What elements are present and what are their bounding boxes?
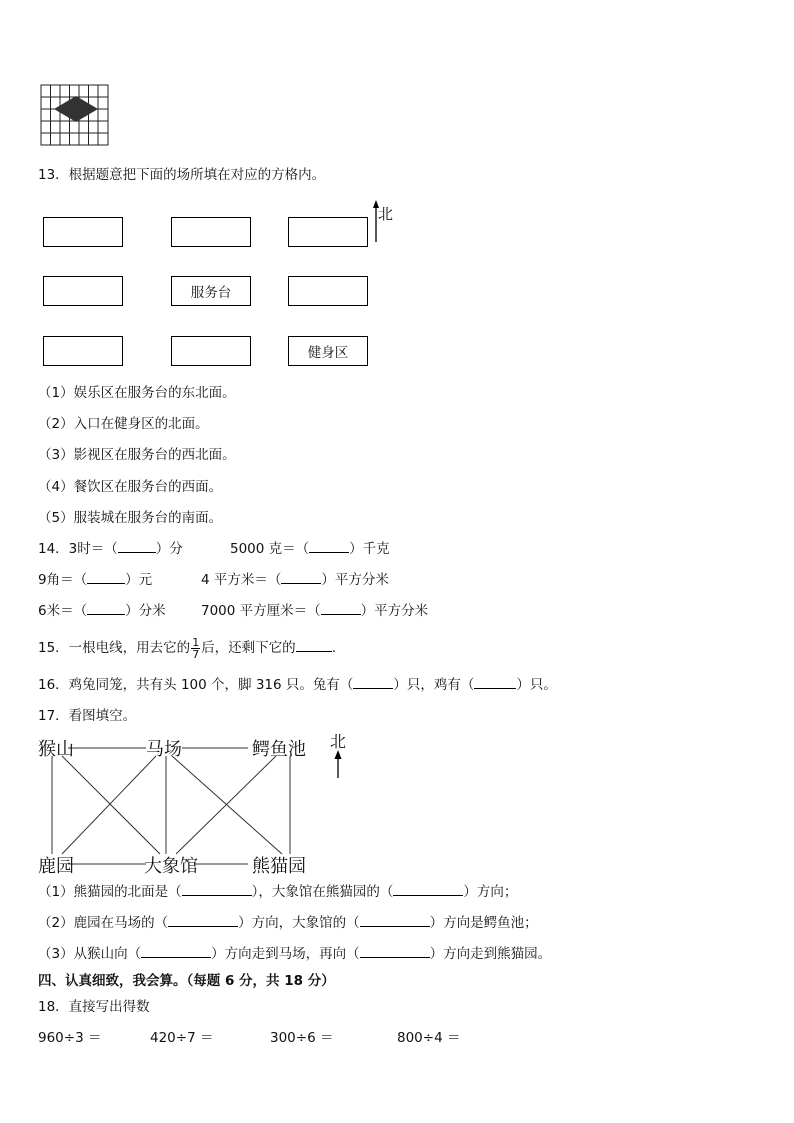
q14-row2-left: [38, 571, 152, 589]
q16-mid: ）只，鸡有（: [393, 677, 475, 693]
q14-row3-left: [38, 602, 166, 620]
fraction-one-seventh: [191, 637, 200, 660]
place-deer-park: 鹿园: [38, 856, 74, 877]
q17-l2-part-c: ）方向是鳄鱼池；: [429, 915, 538, 931]
q18-expr-4: 800÷4 ＝: [397, 1030, 461, 1046]
answer-blank[interactable]: [141, 957, 211, 958]
north-label: 北: [330, 732, 347, 751]
grid-diamond-figure: [40, 84, 110, 148]
service-desk-box: 服务台: [171, 276, 251, 306]
q17-l2-part-a: （2）鹿园在马场的（: [38, 915, 169, 931]
blank-box-w[interactable]: [43, 276, 123, 306]
blank-box-ne[interactable]: [288, 217, 368, 247]
answer-blank[interactable]: [281, 583, 321, 584]
answer-blank[interactable]: [182, 895, 252, 896]
answer-blank[interactable]: [360, 926, 430, 927]
answer-blank[interactable]: [87, 614, 125, 615]
fraction-numerator: 1: [192, 635, 200, 649]
q18-expr-1: 960÷3 ＝: [38, 1030, 102, 1046]
q14-r2b-pre: 4 平方米＝（: [201, 572, 282, 588]
q13-item-5: （5）服装城在服务台的南面。: [38, 510, 223, 526]
q15-line: [38, 632, 336, 664]
q17-l2-part-b: ）方向，大象馆的（: [238, 915, 360, 931]
q15-post: .: [331, 640, 336, 656]
q15-pre: 15．一根电线，用去它的: [38, 640, 191, 656]
blank-box-e[interactable]: [288, 276, 368, 306]
blank-box-sw[interactable]: [43, 336, 123, 366]
q14-r3b-post: ）平方分米: [360, 603, 429, 619]
place-panda-park: 熊猫园: [252, 856, 306, 877]
q16-post: ）只。: [516, 677, 557, 693]
q14-r3b-pre: 7000 平方厘米＝（: [201, 603, 321, 619]
diamond-shape: [54, 96, 98, 122]
q14-row2-right: [201, 571, 389, 589]
answer-blank[interactable]: [296, 651, 332, 652]
q14-r1a-pre: 14．3时＝（: [38, 541, 118, 557]
place-horse-farm: 马场: [146, 739, 182, 760]
q14-r2a-pre: 9角＝（: [38, 572, 88, 588]
answer-blank[interactable]: [309, 552, 349, 553]
blank-box-n[interactable]: [171, 217, 251, 247]
q14-r2b-post: ）平方分米: [321, 572, 389, 588]
blank-box-nw[interactable]: [43, 217, 123, 247]
q17-l1-part-a: （1）熊猫园的北面是（: [38, 884, 182, 900]
north-arrow-icon: [335, 750, 342, 778]
q13-title: 13．根据题意把下面的场所填在对应的方格内。: [38, 167, 326, 183]
q16-pre: 16．鸡兔同笼，共有头 100 个，脚 316 只。兔有（: [38, 677, 354, 693]
answer-blank[interactable]: [353, 688, 393, 689]
q14-row3-right: [201, 602, 428, 620]
north-label: 北: [378, 205, 394, 223]
q14-r2a-post: ）元: [125, 572, 153, 588]
q17-question-3: [38, 945, 551, 963]
q17-l1-part-b: ），大象馆在熊猫园的（: [251, 884, 394, 900]
q18-title: 18．直接写出得数: [38, 999, 150, 1015]
q17-l3-part-a: （3）从猴山向（: [38, 946, 142, 962]
q13-item-4: （4）餐饮区在服务台的西面。: [38, 479, 223, 495]
q14-row1-right: [230, 540, 390, 558]
zoo-map-diagram: [36, 732, 376, 880]
q14-r3a-post: ）分米: [125, 603, 166, 619]
q17-l3-part-b: ）方向走到马场，再向（: [211, 946, 360, 962]
q17-question-2: [38, 914, 538, 932]
answer-blank[interactable]: [87, 583, 125, 584]
q14-r1b-pre: 5000 克＝（: [230, 541, 310, 557]
q14-r1a-post: ）分: [155, 541, 183, 557]
q14-row1-left: [38, 540, 183, 558]
q17-l1-part-c: ）方向；: [463, 884, 518, 900]
q16-line: [38, 676, 557, 694]
blank-box-s[interactable]: [171, 336, 251, 366]
answer-blank[interactable]: [118, 552, 156, 553]
answer-blank[interactable]: [321, 614, 361, 615]
q13-item-1: （1）娱乐区在服务台的东北面。: [38, 385, 236, 401]
answer-blank[interactable]: [474, 688, 516, 689]
q18-expr-2: 420÷7 ＝: [150, 1030, 214, 1046]
place-monkey-hill: 猴山: [38, 739, 74, 760]
answer-blank[interactable]: [360, 957, 430, 958]
q17-question-1: [38, 883, 517, 901]
fraction-denominator: 7: [192, 647, 200, 661]
q17-l3-part-c: ）方向走到熊猫园。: [429, 946, 552, 962]
section-4-heading: 四、认真细致，我会算。（每题 6 分，共 18 分）: [38, 973, 335, 989]
fitness-area-box: 健身区: [288, 336, 368, 366]
place-elephant-hall: 大象馆: [144, 856, 198, 877]
answer-blank[interactable]: [393, 895, 463, 896]
q18-expr-3: 300÷6 ＝: [270, 1030, 334, 1046]
q13-item-3: （3）影视区在服务台的西北面。: [38, 447, 236, 463]
answer-blank[interactable]: [168, 926, 238, 927]
q15-mid: 后，还剩下它的: [201, 640, 296, 656]
q14-r3a-pre: 6米＝（: [38, 603, 88, 619]
place-crocodile-pool: 鳄鱼池: [252, 739, 306, 760]
q17-title: 17．看图填空。: [38, 708, 137, 724]
q14-r1b-post: ）千克: [349, 541, 390, 557]
q13-item-2: （2）入口在健身区的北面。: [38, 416, 209, 432]
